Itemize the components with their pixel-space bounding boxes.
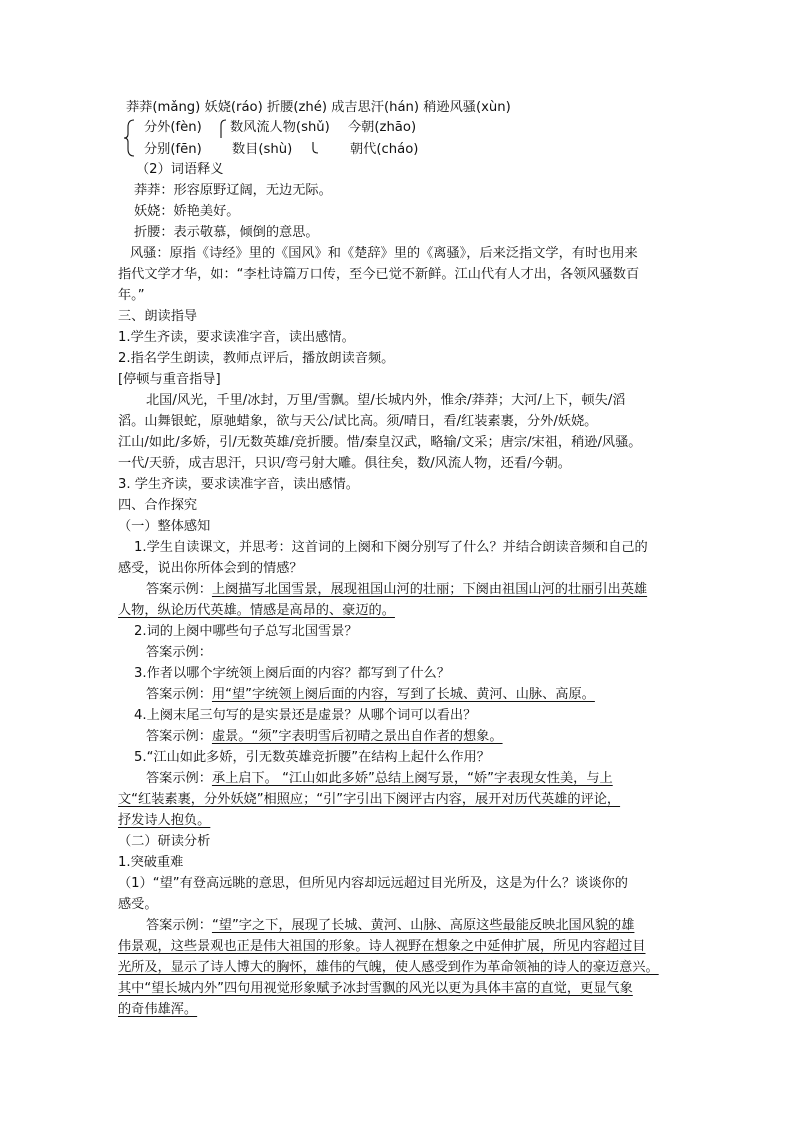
right-brace — [308, 141, 320, 155]
answer-text: 用“望”字统领上阕后面的内容，写到了长城、黄河、山脉、高原。 — [211, 687, 595, 702]
poem-pause-line: 一代/天骄，成吉思汗，只识/弯弓射大雕。俱往矣，数/风流人物，还看/今朝。 — [118, 456, 571, 471]
poem-pause-line: 滔。山舞银蛇，原驰蜡象，欲与天公/试比高。须/晴日，看/红装素裹，分外/妖娆。 — [118, 414, 598, 429]
reading-item: 2.指名学生朗读，教师点评后，播放朗读音频。 — [118, 351, 395, 366]
subsection-heading: （二）研读分析 — [118, 834, 211, 849]
glossary-heading: （2）词语释义 — [136, 162, 224, 177]
answer-label: 答案示例： — [146, 729, 212, 744]
answer-2: 答案示例： — [146, 645, 212, 660]
vocab-line-3a: 分别(fēn) — [144, 142, 202, 157]
key-heading: 1.突破重难 — [118, 855, 184, 870]
question-5: 5.“江山如此多娇，引无数英雄竞折腰”在结构上起什么作用？ — [134, 750, 490, 765]
answer-5-cont: 抒发诗人抱负。 — [118, 813, 211, 828]
glossary-fengsao-line: 年。” — [118, 288, 145, 303]
answer-label: 答案示例： — [146, 771, 212, 786]
glossary-item: 妖娆：娇艳美好。 — [134, 204, 240, 219]
answer-3 — [146, 686, 595, 704]
vocab-line-2a: 分外(fèn) — [144, 120, 202, 135]
glossary-item: 莽莽：形容原野辽阔，无边无际。 — [134, 183, 332, 198]
section-heading-inquiry: 四、合作探究 — [118, 498, 198, 513]
key-question: （1）“望”有登高远眺的意思，但所见内容却远远超过目光所及，这是为什么？谈谈你的 — [118, 876, 628, 891]
answer-label: 答案示例： — [146, 918, 212, 933]
vocab-line-3b: 数目(shù) — [232, 142, 293, 157]
glossary-fengsao-line: 风骚：原指《诗经》里的《国风》和《楚辞》里的《离骚》，后来泛指文学，有时也用来 — [130, 246, 638, 261]
key-question: 感受。 — [118, 897, 158, 912]
answer-text: “望”字之下，展现了长城、黄河、山脉、高原这些最能反映北国风貌的雄 — [211, 918, 635, 933]
middle-brace — [216, 119, 228, 139]
poem-pause-line: 北国/风光，千里/冰封，万里/雪飘。望/长城内外，惟余/莽莽；大河/上下，顿失/滔 — [146, 393, 626, 408]
subsection-heading: （一）整体感知 — [118, 519, 211, 534]
answer-text: 承上启下。 “江山如此多娇”总结上阕写景，“娇”字表现女性美，与上 — [211, 771, 613, 786]
left-brace — [122, 119, 136, 157]
reading-item: 3. 学生齐读，要求读准字音，读出感情。 — [118, 477, 359, 492]
answer-1 — [146, 581, 647, 599]
answer-label: 答案示例： — [146, 582, 212, 597]
answer-text: 上阕描写北国雪景，展现祖国山河的壮丽；下阕由祖国山河的壮丽引出英雄 — [211, 582, 648, 597]
glossary-item: 折腰：表示敬慕，倾倒的意思。 — [134, 225, 319, 240]
reading-item: 1.学生齐读，要求读准字音，读出感情。 — [118, 330, 355, 345]
question-4: 4.上阕末尾三句写的是实景还是虚景？从哪个词可以看出？ — [134, 708, 477, 723]
glossary-fengsao-line: 指代文学才华，如：“李杜诗篇万口传，至今已觉不新鲜。江山代有人才出，各领风骚数百 — [118, 267, 640, 282]
vocab-line-2b: 数风流人物(shǔ) — [230, 120, 330, 135]
vocab-line-1: 莽莽(mǎng) 妖娆(ráo) 折腰(zhé) 成吉思汗(hán) 稍逊风骚(xùn) — [126, 100, 511, 115]
answer-5-cont: 文“红装素裹，分外妖娆”相照应；“引”字引出下阕评古内容，展开对历代英雄的评论， — [118, 792, 621, 807]
vocab-line-2c: 今朝(zhāo) — [348, 120, 417, 135]
pause-heading: [停顿与重音指导] — [118, 372, 221, 387]
key-answer — [146, 917, 634, 935]
answer-1-cont: 人物，纵论历代英雄。情感是高昂的、豪迈的。 — [118, 603, 395, 618]
key-answer-cont: 光所及，显示了诗人博大的胸怀，雄伟的气魄，使人感受到作为革命领袖的诗人的豪迈意兴。 — [118, 960, 659, 975]
answer-4 — [146, 728, 503, 746]
question-1: 感受，说出你所体会到的情感？ — [118, 561, 303, 576]
vocab-line-3c: 朝代(cháo) — [350, 142, 419, 157]
key-answer-cont: 的奇伟雄浑。 — [118, 1002, 198, 1017]
question-2: 2.词的上阕中哪些句子总写北国雪景？ — [134, 624, 358, 639]
key-answer-cont: 其中“望长城内外”四句用视觉形象赋予冰封雪飘的风光以更为具体丰富的直觉，更显气象 — [118, 981, 633, 996]
answer-5 — [146, 770, 613, 788]
answer-text: 虚景。“须”字表明雪后初晴之景出自作者的想象。 — [211, 729, 503, 744]
poem-pause-line: 江山/如此/多娇，引/无数英雄/竞折腰。惜/秦皇汉武，略输/文采；唐宗/宋祖，稍逊/风骚。 — [118, 435, 642, 450]
answer-label: 答案示例： — [146, 687, 212, 702]
question-1: 1.学生自读课文，并思考：这首词的上阕和下阕分别写了什么？并结合朗读音频和自己的 — [134, 540, 648, 555]
key-answer-cont: 伟景观，这些景观也正是伟大祖国的形象。诗人视野在想象之中延伸扩展，所见内容超过目 — [118, 939, 646, 954]
question-3: 3.作者以哪个字统领上阕后面的内容？都写到了什么？ — [134, 666, 450, 681]
section-heading-reading: 三、朗读指导 — [118, 309, 198, 324]
